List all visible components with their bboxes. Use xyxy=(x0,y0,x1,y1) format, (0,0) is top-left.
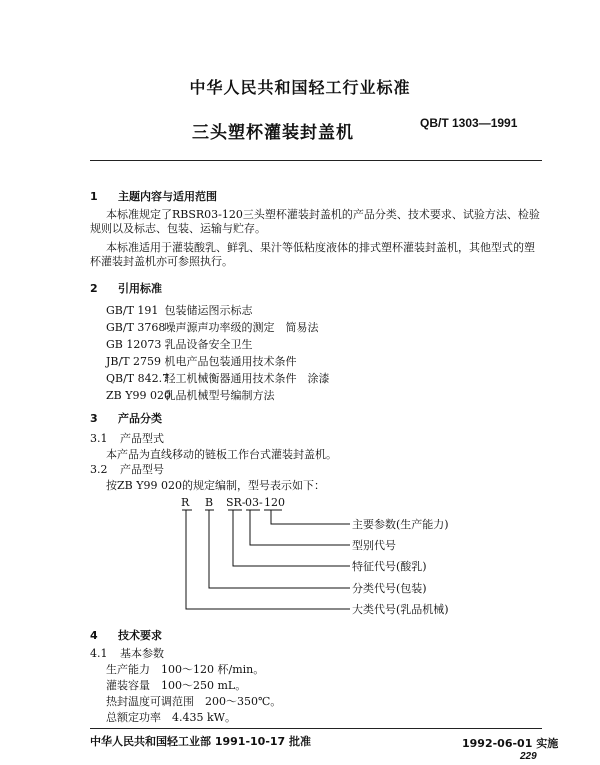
reference-code: GB 12073 xyxy=(106,338,162,351)
section-1-paragraph-2: 本标准适用于灌装酸乳、鲜乳、果汁等低粘度液体的排式塑杯灌装封盖机，其他型式的塑杯灌装封盖机亦可参照执行。 xyxy=(90,241,535,268)
section-number: 1 xyxy=(90,190,98,203)
leader-b xyxy=(209,510,350,588)
parameter-item: 灌装容量 100～250 mL。 xyxy=(106,679,247,692)
section-title: 主题内容与适用范围 xyxy=(118,190,217,203)
reference-name: 机电产品包装通用技术条件 xyxy=(164,355,297,368)
approval-line: 中华人民共和国轻工业部 1991-10-17 批准 xyxy=(90,735,312,748)
subsection-number: 3.1 xyxy=(90,432,108,445)
label-class-code: 分类代号(包装) xyxy=(352,582,427,595)
section-number: 2 xyxy=(90,282,98,295)
doc-title: 三头塑杯灌装封盖机 xyxy=(192,123,354,143)
label-feature-code: 特征代号(酸乳) xyxy=(352,560,427,573)
reference-name: 包装储运图示标志 xyxy=(164,304,253,317)
parameter-item: 总额定功率 4.435 kW。 xyxy=(106,711,236,724)
subsection-title: 基本参数 xyxy=(120,647,164,660)
subsection-4-1-heading xyxy=(90,647,164,661)
page-number: 229 xyxy=(520,751,537,762)
code-part-b: B xyxy=(205,496,214,509)
section-number: 3 xyxy=(90,412,98,425)
leader-03 xyxy=(250,510,350,545)
section-title: 技术要求 xyxy=(118,629,162,642)
reference-code: ZB Y99 020 xyxy=(106,389,171,402)
subsection-title: 产品型式 xyxy=(120,432,164,445)
code-part-120: 120 xyxy=(264,496,285,509)
code-part-03: 03- xyxy=(245,496,263,509)
reference-code: QB/T 842.7 xyxy=(106,372,170,385)
parameter-item: 热封温度可调范围 200～350℃。 xyxy=(106,695,282,708)
parameter-item: 生产能力 100～120 杯/min。 xyxy=(106,663,265,676)
section-title: 产品分类 xyxy=(118,412,162,425)
label-type-code: 型别代号 xyxy=(352,539,396,552)
section-1-paragraph-1: 本标准规定了RBSR03-120三头塑杯灌装封盖机的产品分类、技术要求、试验方法、检验规则以及标志、包装、运输与贮存。 xyxy=(90,208,540,235)
reference-code: GB/T 3768 xyxy=(106,321,166,334)
section-number: 4 xyxy=(90,629,98,642)
org-title: 中华人民共和国轻工行业标准 xyxy=(189,78,411,97)
label-main-parameter: 主要参数(生产能力) xyxy=(352,518,449,531)
bottom-rule xyxy=(90,728,542,729)
reference-name: 乳品机械型号编制方法 xyxy=(164,389,275,402)
leader-sr xyxy=(233,510,350,566)
standard-number: QB/T 1303—1991 xyxy=(420,116,518,130)
subsection-number: 4.1 xyxy=(90,647,108,660)
code-part-sr: SR- xyxy=(226,496,246,509)
subsection-number: 3.2 xyxy=(90,463,108,476)
reference-code: GB/T 191 xyxy=(106,304,159,317)
section-4-heading xyxy=(90,627,162,643)
label-category-code: 大类代号(乳品机械) xyxy=(352,603,449,616)
reference-name: 乳品设备安全卫生 xyxy=(164,338,253,351)
reference-name: 轻工机械衡器通用技术条件 涂漆 xyxy=(164,372,330,385)
implementation-date: 1992-06-01 实施 xyxy=(462,737,559,750)
reference-code: JB/T 2759 xyxy=(106,355,162,368)
subsection-title: 产品型号 xyxy=(120,463,164,476)
leader-120 xyxy=(271,510,350,524)
reference-name: 噪声源声功率级的测定 简易法 xyxy=(164,321,319,334)
section-title: 引用标准 xyxy=(118,282,162,295)
code-part-r: R xyxy=(181,496,190,509)
leader-r xyxy=(186,510,350,609)
subsection-3-2-text: 按ZB Y99 020的规定编制，型号表示如下： xyxy=(106,479,325,492)
subsection-3-1-text: 本产品为直线移动的链板工作台式灌装封盖机。 xyxy=(106,448,337,461)
